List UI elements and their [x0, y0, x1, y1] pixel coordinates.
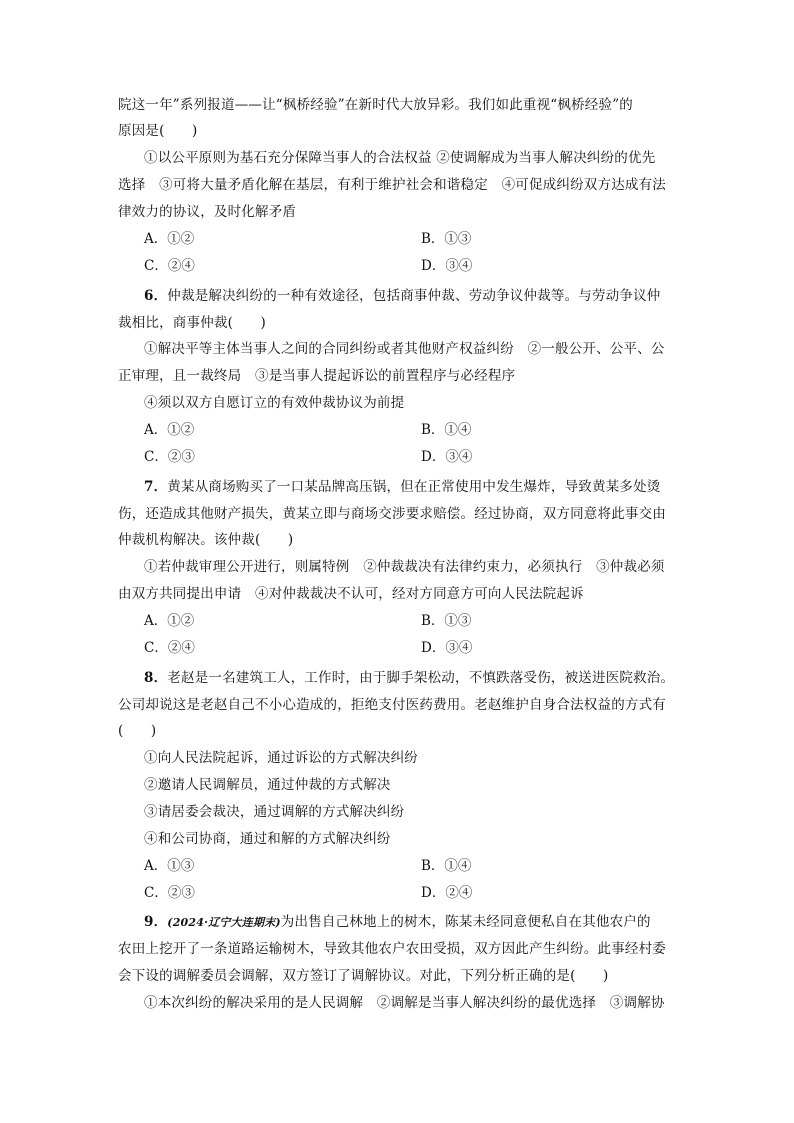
q5-stem-line-1: 院这一年”系列报道——让“枫桥经验”在新时代大放异彩。我们如此重视“枫桥经验”的 — [118, 97, 634, 113]
q9-stem-text: 为出售自己林地上的树木，陈某未经同意便私自在其他农户的 — [280, 914, 651, 930]
q5-stem-line-2: 原因是( ) — [118, 123, 198, 139]
q7-option-c[interactable]: C．②④ — [144, 640, 195, 656]
q6-stem-text: 仲裁是解决纠纷的一种有效途径，包括商事仲裁、劳动争议仲裁等。与劳动争议仲 — [167, 288, 661, 304]
q6-option-d[interactable]: D．③④ — [421, 449, 473, 465]
q6-option-b[interactable]: B．①④ — [421, 422, 472, 438]
q5-statements-line-1: ①以公平原则为基石充分保障当事人的合法权益 ②使调解成为当事人解决纠纷的优先 — [144, 150, 656, 166]
q6-statements-line-3: ④须以双方自愿订立的有效仲裁协议为前提 — [144, 395, 405, 411]
q7-number: 7． — [144, 479, 168, 495]
q9-statements-line-1: ①本次纠纷的解决采用的是人民调解 ②调解是当事人解决纠纷的最优选择 ③调解协 — [144, 995, 665, 1011]
q7-stem-line-2: 伤，还造成其他财产损失，黄某立即与商场交涉要求赔偿。经过协商，双方同意将此事交由 — [118, 506, 666, 522]
q9-stem-line-1 — [144, 913, 704, 932]
q8-option-d[interactable]: D．②④ — [421, 885, 473, 901]
q5-option-b[interactable]: B．①③ — [421, 231, 472, 247]
q7-statements-line-1: ①若仲裁审理公开进行，则属特例 ②仲裁裁决有法律约束力，必须执行 ③仲裁必须 — [144, 559, 665, 575]
q7-option-d[interactable]: D．③④ — [421, 640, 473, 656]
q8-option-a[interactable]: A．①③ — [144, 858, 195, 874]
q8-number: 8． — [144, 670, 168, 686]
q7-statements-line-2: 由双方共同提出申请 ④对仲裁裁决不认可，经对方同意方可向人民法院起诉 — [118, 586, 584, 602]
q8-option-c[interactable]: C．②③ — [144, 885, 195, 901]
q7-stem-line-3: 仲裁机构解决。该仲裁( ) — [118, 532, 294, 548]
q5-statements-line-2: 选择 ③可将大量矛盾化解在基层，有利于维护社会和谐稳定 ④可促成纠纷双方达成有法 — [118, 177, 666, 193]
q8-statement-2: ②邀请人民调解员，通过仲裁的方式解决 — [144, 777, 391, 793]
q8-stem-line-2: 公司却说这是老赵自己不小心造成的，拒绝支付医药费用。老赵维护自身合法权益的方式有 — [118, 697, 666, 713]
q5-option-d[interactable]: D．③④ — [421, 258, 473, 274]
q6-statements-line-2: 正审理，且一裁终局 ③是当事人提起诉讼的前置程序与必经程序 — [118, 368, 516, 384]
q9-stem-line-3: 会下设的调解委员会调解，双方签订了调解协议。对此，下列分析正确的是( ) — [118, 968, 609, 984]
q8-stem-line-1 — [144, 669, 704, 687]
q7-option-a[interactable]: A．①② — [144, 613, 195, 629]
q7-stem-text: 黄某从商场购买了一口某品牌高压锅，但在正常使用中发生爆炸，导致黄某多处烫 — [167, 479, 661, 495]
q5-option-a[interactable]: A．①② — [144, 231, 195, 247]
q6-statements-line-1: ①解决平等主体当事人之间的合同纠纷或者其他财产权益纠纷 ②一般公开、公平、公 — [144, 341, 665, 357]
q6-stem-line-1 — [144, 287, 704, 305]
q7-option-b[interactable]: B．①③ — [421, 613, 472, 629]
q8-stem-line-3: ( ) — [118, 723, 157, 739]
q5-option-c[interactable]: C．②④ — [144, 258, 195, 274]
q9-source-tag: (2024·辽宁大连期末) — [167, 916, 281, 929]
q6-option-c[interactable]: C．②③ — [144, 449, 195, 465]
q9-number: 9． — [144, 914, 168, 930]
q5-statements-line-3: 律效力的协议，及时化解矛盾 — [118, 204, 297, 220]
q6-stem-line-2: 裁相比，商事仲裁( ) — [118, 315, 266, 331]
q8-statement-3: ③请居委会裁决，通过调解的方式解决纠纷 — [144, 804, 405, 820]
q8-stem-text: 老赵是一名建筑工人，工作时，由于脚手架松动，不慎跌落受伤，被送进医院救治。 — [167, 670, 675, 686]
q8-statement-1: ①向人民法院起诉，通过诉讼的方式解决纠纷 — [144, 750, 418, 766]
q7-stem-line-1 — [144, 478, 704, 496]
q8-statement-4: ④和公司协商，通过和解的方式解决纠纷 — [144, 831, 391, 847]
q6-option-a[interactable]: A．①② — [144, 422, 195, 438]
q9-stem-line-2: 农田上挖开了一条道路运输树木，导致其他农户农田受损，双方因此产生纠纷。此事经村委 — [118, 941, 666, 957]
q8-option-b[interactable]: B．①④ — [421, 858, 472, 874]
q6-number: 6． — [144, 288, 168, 304]
